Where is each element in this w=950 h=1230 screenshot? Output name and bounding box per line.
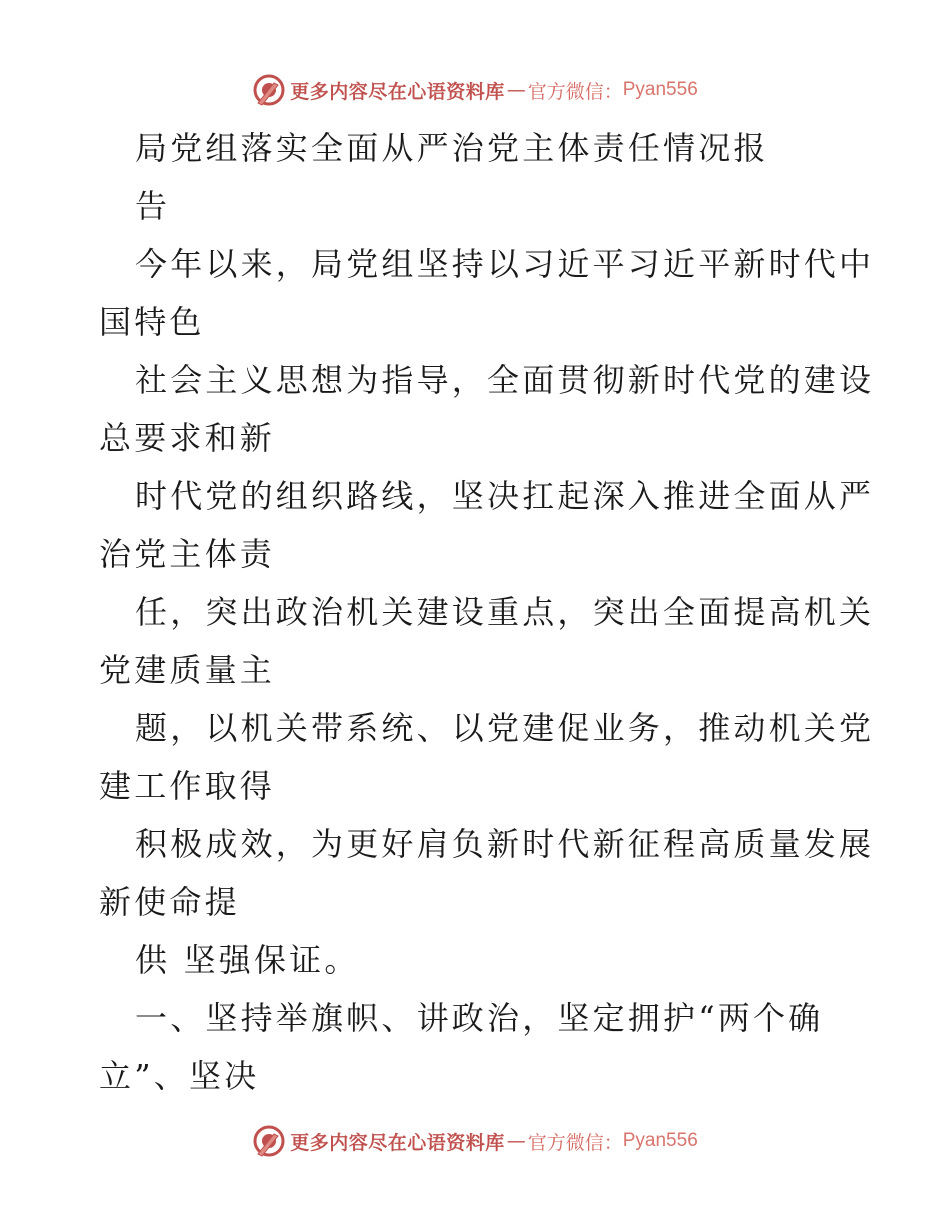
doc-title-line-1: 局党组落实全面从严治党主体责任情况报 xyxy=(135,129,769,167)
watermark-wechat-label: 官方微信： xyxy=(527,1131,623,1154)
doc-text-line: 时代党的组织路线，坚决扛起深入推进全面从严 xyxy=(135,477,875,515)
doc-text-line: 积极成效，为更好肩负新时代新征程高质量发展 xyxy=(135,825,875,863)
doc-text-line: 党建质量主 xyxy=(99,651,276,689)
doc-text-line: 总要求和新 xyxy=(99,419,276,457)
watermark-wechat-id: Pyan556 xyxy=(622,1130,698,1151)
watermark-text: 更多内容尽在心语资料库 xyxy=(290,80,505,103)
doc-text-line: 社会主义思想为指导，全面贯彻新时代党的建设 xyxy=(135,361,875,399)
doc-heading-line: 立”、坚决 xyxy=(99,1057,260,1095)
doc-text-line: 供 坚强保证。 xyxy=(135,941,360,979)
footer-watermark xyxy=(0,1121,950,1161)
doc-text-line: 国特色 xyxy=(99,303,205,341)
doc-text-line: 今年以来，局党组坚持以习近平习近平新时代中 xyxy=(135,245,875,283)
doc-text-line: 新使命提 xyxy=(99,883,240,921)
pen-logo-icon xyxy=(252,73,286,107)
header-watermark xyxy=(0,70,950,110)
watermark-separator: — xyxy=(506,79,526,101)
doc-text-line: 建工作取得 xyxy=(99,767,276,805)
watermark-wechat-id: Pyan556 xyxy=(622,79,698,100)
watermark-wechat-label: 官方微信： xyxy=(527,80,623,103)
watermark-separator: — xyxy=(506,1130,526,1152)
doc-heading-line: 一、坚持举旗帜、讲政治，坚定拥护“两个确 xyxy=(135,999,824,1037)
doc-text-line: 题，以机关带系统、以党建促业务，推动机关党 xyxy=(135,709,875,747)
doc-text-line: 治党主体责 xyxy=(99,535,276,573)
doc-title-line-2: 告 xyxy=(135,187,171,225)
watermark-text: 更多内容尽在心语资料库 xyxy=(290,1131,505,1154)
pen-logo-icon xyxy=(252,1124,286,1158)
doc-text-line: 任，突出政治机关建设重点，突出全面提高机关 xyxy=(135,593,875,631)
